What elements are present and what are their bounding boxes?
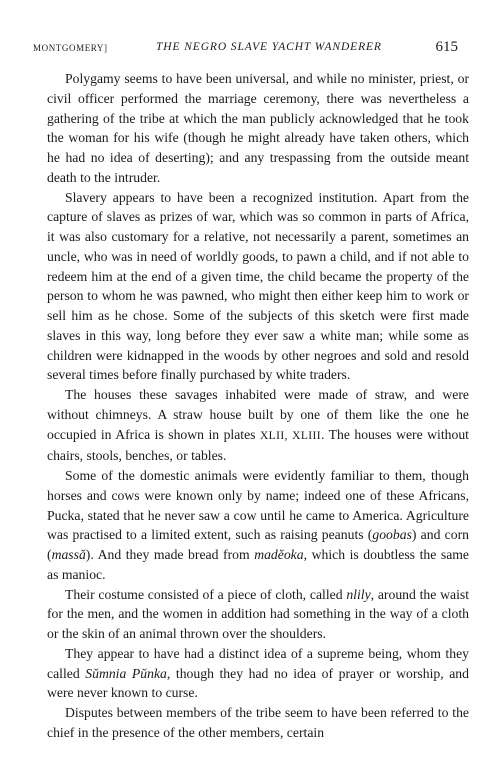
running-header — [33, 41, 458, 57]
header-title: THE NEGRO SLAVE YACHT WANDERER — [156, 41, 382, 53]
paragraph-supreme-being — [47, 644, 469, 703]
page-number: 615 — [435, 39, 458, 55]
native-term: Sŭmnia Pŭnka — [85, 665, 167, 681]
paragraph-text: , around the waist for the men, and the women in addition had something in the way of a cloth or the skin of an animal thrown over the shoulders. — [47, 586, 470, 641]
paragraph-text: , though they had no idea of prayer or worship, and were never known to curse. — [47, 665, 469, 701]
paragraph-slavery — [47, 188, 469, 386]
paragraph-text: ) and corn ( — [47, 527, 469, 562]
paragraph-houses — [47, 385, 469, 466]
paragraph-text: , which is doubtless the same as manioc. — [47, 547, 469, 582]
paragraph-text: They appear to have had a distinct idea of a supreme being, whom they called — [47, 645, 469, 681]
paragraph-text: ). And they made bread from — [85, 547, 255, 562]
header-author: MONTGOMERY] — [33, 43, 108, 53]
paragraph-disputes — [47, 703, 469, 743]
body-text — [47, 69, 469, 743]
native-term: massă — [51, 547, 86, 562]
paragraph-costume — [47, 585, 469, 644]
paragraph-domestic-animals — [47, 466, 469, 585]
plate-reference: XLII, XLIII — [259, 429, 321, 442]
paragraph-text: Slavery appears to have been a recognized institution. Apart from the capture of slaves as prizes of war, which was so common in parts of Africa, it was also customary for a relative, not necessarily a parent, sometimes an uncle, who was in need of worldly goods, to pawn a child, and if not able to redeem him at the end of a given time, the child became the property of the person to whom he was pawned, who might then either keep him to work or sell him as he chose. Some of the subjects of this sketch were first made slaves in this way, long before they ever saw a white man; while some as children were kidnapped in the woods by other negroes and sold and resold several times before finally purchased by white traders. — [47, 189, 469, 383]
native-term: nlily — [346, 586, 371, 602]
paragraph-text: Some of the domestic animals were evidently familiar to them, though horses and cows were known only by name; indeed one of these Africans, Pucka, stated that he never saw a cow until he came to America. Agriculture was practised to a limited extent, such as raising peanuts ( — [47, 468, 469, 543]
native-term: goobas — [372, 527, 412, 543]
native-term: madĕoka — [254, 547, 304, 562]
paragraph-text: The houses these savages inhabited were made of straw, and were without chimneys. A straw house built by one of them like the one he occupied in Africa is shown in plates — [47, 387, 469, 442]
paragraph-text: Disputes between members of the tribe seem to have been referred to the chief in the presence of the other members, certain — [47, 705, 469, 740]
paragraph-text: Their costume consisted of a piece of cloth, called — [65, 586, 347, 602]
paragraph-polygamy — [47, 69, 469, 188]
paragraph-text: . The houses were without chairs, stools, benches, or tables. — [47, 426, 469, 464]
paragraph-text: Polygamy seems to have been universal, and while no minister, priest, or civil officer performed the marriage ceremony, there was nevertheless a gathering of the tribe at which the man publicly acknowledged that he took the woman for his wife (though he might already have taken others, which he had no idea of deserting); and any trespassing from the outside meant death to the intruder. — [47, 71, 469, 185]
